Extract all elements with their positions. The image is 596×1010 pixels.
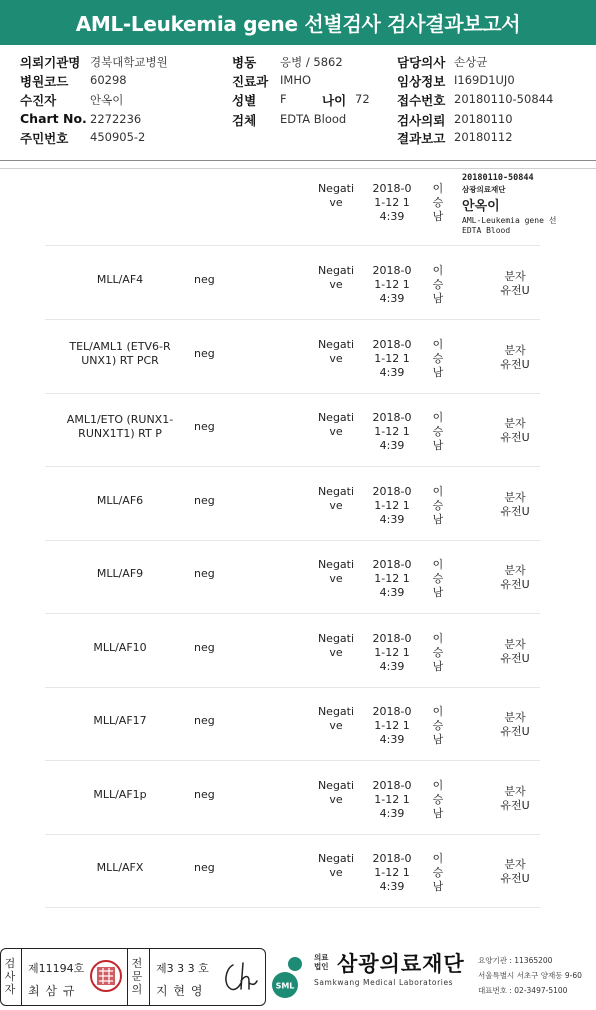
value-doctor: 손상균 (454, 55, 488, 69)
row-datetime-a: 2018-0 (372, 264, 412, 277)
row-verifier-a: 이 (432, 632, 444, 645)
row-verifier-b: 승 (432, 196, 444, 209)
value-age: 72 (355, 92, 370, 106)
row-datetime-c: 4:39 (379, 807, 405, 820)
row-department (490, 417, 540, 445)
row-datetime-a: 2018-0 (372, 338, 412, 351)
value-result-report: 20180112 (454, 130, 513, 144)
patient-info-panel (0, 45, 596, 160)
row-datetime-c: 4:39 (379, 513, 405, 526)
row-department (490, 270, 540, 298)
label-receipt-no: 접수번호 (397, 93, 446, 108)
specimen-label-specimen: EDTA Blood (462, 226, 511, 235)
label-ward: 병동 (232, 55, 257, 70)
test-name-line2: UNX1) RT PCR (81, 354, 159, 367)
org-contact-phone: 대표번호 : 02-3497-5100 (478, 986, 568, 995)
test-name (55, 340, 185, 368)
row-verifier (428, 485, 448, 527)
row-datetime-c: 4:39 (379, 880, 405, 893)
org-name: 삼광의료재단 (337, 952, 465, 976)
row-verifier (428, 632, 448, 674)
row-result-text-b: ve (329, 866, 343, 879)
row-result-text-b: ve (329, 572, 343, 585)
row-verifier (428, 182, 448, 224)
row-department (490, 491, 540, 519)
test-result: neg (194, 347, 215, 360)
tester-seal-icon (89, 959, 123, 993)
row-datetime-c: 4:39 (379, 210, 405, 223)
row-verifier-b: 승 (432, 646, 444, 659)
table-row (0, 761, 596, 835)
test-result: neg (194, 567, 215, 580)
row-department-b: 유전U (500, 652, 530, 665)
org-english-name: Samkwang Medical Laboratories (314, 978, 454, 987)
test-result: neg (194, 273, 215, 286)
row-department-b: 유전U (500, 872, 530, 885)
value-hospital-code: 60298 (90, 73, 127, 87)
row-verifier (428, 705, 448, 747)
row-verifier-c: 남 (432, 210, 444, 223)
row-result-text-a: Negati (317, 182, 355, 195)
row-verifier-a: 이 (432, 852, 444, 865)
test-name-line1: MLL/AF1p (93, 788, 147, 801)
test-name (55, 567, 185, 581)
row-verifier-b: 승 (432, 719, 444, 732)
label-sex: 성별 (232, 93, 257, 108)
label-resident-no: 주민번호 (20, 131, 69, 146)
row-verifier-c: 남 (432, 807, 444, 820)
row-result-text (316, 632, 356, 660)
specimen-label-test: AML-Leukemia gene 선 (462, 216, 557, 225)
row-verifier-b: 승 (432, 499, 444, 512)
value-department: IMHO (280, 73, 312, 87)
row-result-text-b: ve (329, 278, 343, 291)
specialist-label-c: 의 (131, 983, 143, 996)
row-result-text-a: Negati (317, 558, 355, 571)
test-name-line1: MLL/AF10 (93, 641, 147, 654)
test-result: neg (194, 494, 215, 507)
row-result-text (316, 264, 356, 292)
test-name-line1: AML1/ETO (RUNX1- (66, 413, 174, 426)
row-department-b: 유전U (500, 505, 530, 518)
sml-logo-text: SML (275, 981, 295, 991)
value-clinical-info: I169D1UJ0 (454, 73, 515, 87)
test-result: neg (194, 714, 215, 727)
value-patient: 안옥이 (90, 93, 124, 107)
signature-divider-2 (127, 949, 128, 1005)
label-chart-no: Chart No. (20, 111, 87, 126)
row-datetime-b: 1-12 1 (374, 793, 410, 806)
row-datetime-b: 1-12 1 (374, 425, 410, 438)
row-datetime-b: 1-12 1 (374, 719, 410, 732)
row-result-text-b: ve (329, 793, 343, 806)
value-resident-no: 450905-2 (90, 130, 146, 144)
row-verifier-c: 남 (432, 513, 444, 526)
tester-label-a: 검 (4, 957, 16, 970)
row-verifier (428, 411, 448, 453)
specialist-vertical-label (131, 957, 143, 996)
row-verifier-a: 이 (432, 558, 444, 571)
row-department-a: 분자 (504, 270, 526, 283)
row-verifier (428, 558, 448, 600)
label-clinical-info: 임상정보 (397, 74, 446, 89)
row-datetime-b: 1-12 1 (374, 646, 410, 659)
sml-logo-icon (265, 951, 315, 1001)
label-age: 나이 (322, 93, 347, 108)
row-datetime-a: 2018-0 (372, 558, 412, 571)
row-verifier (428, 264, 448, 306)
row-result-text (316, 705, 356, 733)
org-prefix (314, 953, 329, 971)
row-verifier-a: 이 (432, 411, 444, 424)
row-datetime-c: 4:39 (379, 733, 405, 746)
report-title: AML-Leukemia gene 선별검사 검사결과보고서 (0, 0, 596, 45)
row-datetime (368, 264, 416, 306)
test-result: neg (194, 861, 215, 874)
signature-divider (21, 949, 22, 1005)
row-datetime-a: 2018-0 (372, 182, 412, 195)
value-test-request: 20180110 (454, 112, 513, 126)
test-name (55, 494, 185, 508)
table-row (0, 246, 596, 320)
test-name-line1: MLL/AF9 (96, 567, 144, 580)
row-verifier-c: 남 (432, 292, 444, 305)
row-verifier-b: 승 (432, 352, 444, 365)
row-department (490, 711, 540, 739)
test-name-line1: MLL/AF6 (96, 494, 144, 507)
row-department (490, 564, 540, 592)
row-datetime-c: 4:39 (379, 366, 405, 379)
table-row (0, 467, 596, 541)
row-department (490, 858, 540, 886)
row-department-b: 유전U (500, 799, 530, 812)
header-divider-thin (0, 168, 596, 169)
tester-label-c: 자 (4, 983, 16, 996)
value-receipt-no: 20180110-50844 (454, 92, 554, 106)
table-row (0, 320, 596, 394)
row-verifier-b: 승 (432, 866, 444, 879)
row-result-text (316, 558, 356, 586)
row-datetime-b: 1-12 1 (374, 866, 410, 879)
row-verifier-a: 이 (432, 779, 444, 792)
value-requesting-institution: 경북대학교병원 (90, 55, 168, 69)
specimen-label-patient: 안옥이 (462, 199, 500, 214)
row-department-b: 유전U (500, 578, 530, 591)
tester-label-b: 사 (4, 970, 16, 983)
row-department (490, 785, 540, 813)
org-prefix-a: 의료 (314, 953, 329, 962)
org-contact-code: 요양기관 : 11365200 (478, 956, 553, 965)
value-ward: 응병 / 5862 (280, 55, 343, 69)
row-result-text-a: Negati (317, 779, 355, 792)
row-datetime-a: 2018-0 (372, 485, 412, 498)
table-row (0, 687, 596, 761)
signature-box (0, 948, 266, 1006)
row-result-text (316, 852, 356, 880)
value-sex: F (280, 92, 287, 106)
row-department (490, 638, 540, 666)
row-datetime-c: 4:39 (379, 292, 405, 305)
row-verifier-c: 남 (432, 733, 444, 746)
row-department-b: 유전U (500, 725, 530, 738)
row-result-text-b: ve (329, 196, 343, 209)
row-result-text-a: Negati (317, 338, 355, 351)
row-datetime (368, 338, 416, 380)
row-verifier-a: 이 (432, 264, 444, 277)
tester-name: 최 삼 규 (28, 984, 76, 998)
row-datetime (368, 852, 416, 894)
value-chart-no: 2272236 (90, 112, 142, 126)
test-result: neg (194, 641, 215, 654)
specimen-label-receipt: 20180110-50844 (462, 173, 534, 183)
row-datetime-b: 1-12 1 (374, 196, 410, 209)
row-department-a: 분자 (504, 564, 526, 577)
row-department (490, 344, 540, 372)
row-department-b: 유전U (500, 284, 530, 297)
specialist-label-b: 문 (131, 970, 143, 983)
org-prefix-b: 법인 (314, 962, 329, 971)
org-contact-address: 서울특별시 서초구 양재동 9-60 (478, 971, 582, 980)
row-department-a: 분자 (504, 711, 526, 724)
test-result: neg (194, 420, 215, 433)
test-name (55, 861, 185, 875)
row-verifier-c: 남 (432, 366, 444, 379)
test-name-line2: RUNX1T1) RT P (78, 427, 162, 440)
row-department-b: 유전U (500, 358, 530, 371)
test-name-line1: TEL/AML1 (ETV6-R (69, 340, 171, 353)
test-name-line1: MLL/AFX (96, 861, 144, 874)
header-divider (0, 160, 596, 161)
test-name (55, 714, 185, 728)
row-result-text (316, 779, 356, 807)
tester-license-no: 제11194호 (28, 962, 85, 975)
row-result-text (316, 338, 356, 366)
test-name (55, 413, 185, 441)
row-datetime (368, 705, 416, 747)
test-name (55, 788, 185, 802)
row-verifier-b: 승 (432, 425, 444, 438)
label-doctor: 담당의사 (397, 55, 446, 70)
row-result-text-b: ve (329, 425, 343, 438)
org-contact (478, 953, 582, 998)
specialist-signature-icon (219, 959, 259, 995)
row-result-text (316, 182, 356, 210)
report-footer (0, 946, 596, 1010)
table-row (0, 393, 596, 467)
label-requesting-institution: 의뢰기관명 (20, 55, 81, 70)
specialist-label-a: 전 (131, 957, 143, 970)
row-verifier-b: 승 (432, 278, 444, 291)
row-verifier-b: 승 (432, 793, 444, 806)
row-department-a: 분자 (504, 858, 526, 871)
row-department-a: 분자 (504, 417, 526, 430)
row-verifier-a: 이 (432, 705, 444, 718)
label-patient: 수진자 (20, 93, 57, 108)
row-datetime-b: 1-12 1 (374, 352, 410, 365)
row-verifier-c: 남 (432, 439, 444, 452)
label-specimen: 검체 (232, 113, 257, 128)
row-verifier-c: 남 (432, 880, 444, 893)
value-specimen: EDTA Blood (280, 112, 347, 126)
tester-vertical-label (4, 957, 16, 996)
row-result-text-a: Negati (317, 705, 355, 718)
test-name (55, 641, 185, 655)
row-result-text-a: Negati (317, 411, 355, 424)
row-department-a: 분자 (504, 344, 526, 357)
row-result-text-b: ve (329, 646, 343, 659)
label-hospital-code: 병원코드 (20, 74, 69, 89)
table-row-partial (0, 172, 596, 246)
row-verifier (428, 338, 448, 380)
row-datetime-a: 2018-0 (372, 411, 412, 424)
test-name-line1: MLL/AF4 (96, 273, 144, 286)
row-divider (45, 907, 540, 908)
row-result-text-a: Negati (317, 632, 355, 645)
table-row (0, 614, 596, 688)
specialist-license-no: 제3 3 3 호 (156, 962, 209, 975)
row-datetime-a: 2018-0 (372, 779, 412, 792)
row-department-a: 분자 (504, 638, 526, 651)
specimen-label-org: 삼광의료재단 (462, 185, 506, 194)
label-department: 진료과 (232, 74, 269, 89)
row-datetime-a: 2018-0 (372, 632, 412, 645)
row-verifier-a: 이 (432, 182, 444, 195)
row-verifier-c: 남 (432, 660, 444, 673)
test-name-line1: MLL/AF17 (93, 714, 147, 727)
test-result: neg (194, 788, 215, 801)
row-datetime (368, 411, 416, 453)
row-verifier (428, 779, 448, 821)
label-result-report: 결과보고 (397, 131, 446, 146)
row-result-text-b: ve (329, 499, 343, 512)
row-datetime-b: 1-12 1 (374, 499, 410, 512)
row-department-a: 분자 (504, 785, 526, 798)
row-datetime-a: 2018-0 (372, 852, 412, 865)
row-verifier-a: 이 (432, 338, 444, 351)
row-department-b: 유전U (500, 431, 530, 444)
specialist-name: 지 현 영 (156, 984, 204, 998)
row-result-text-b: ve (329, 352, 343, 365)
row-datetime-c: 4:39 (379, 660, 405, 673)
row-datetime (368, 558, 416, 600)
row-datetime (368, 632, 416, 674)
test-name (55, 273, 185, 287)
table-row (0, 540, 596, 614)
row-result-text-b: ve (329, 719, 343, 732)
row-datetime-a: 2018-0 (372, 705, 412, 718)
signature-divider-3 (149, 949, 150, 1005)
row-datetime-b: 1-12 1 (374, 572, 410, 585)
row-result-text-a: Negati (317, 264, 355, 277)
row-result-text-a: Negati (317, 485, 355, 498)
row-verifier-a: 이 (432, 485, 444, 498)
row-datetime (368, 182, 416, 224)
row-datetime (368, 779, 416, 821)
row-datetime-c: 4:39 (379, 439, 405, 452)
table-row (0, 834, 596, 908)
row-datetime (368, 485, 416, 527)
row-datetime-c: 4:39 (379, 586, 405, 599)
label-test-request: 검사의뢰 (397, 113, 446, 128)
row-result-text-a: Negati (317, 852, 355, 865)
row-verifier (428, 852, 448, 894)
row-verifier-c: 남 (432, 586, 444, 599)
row-datetime-b: 1-12 1 (374, 278, 410, 291)
row-result-text (316, 411, 356, 439)
row-verifier-b: 승 (432, 572, 444, 585)
row-department-a: 분자 (504, 491, 526, 504)
row-result-text (316, 485, 356, 513)
